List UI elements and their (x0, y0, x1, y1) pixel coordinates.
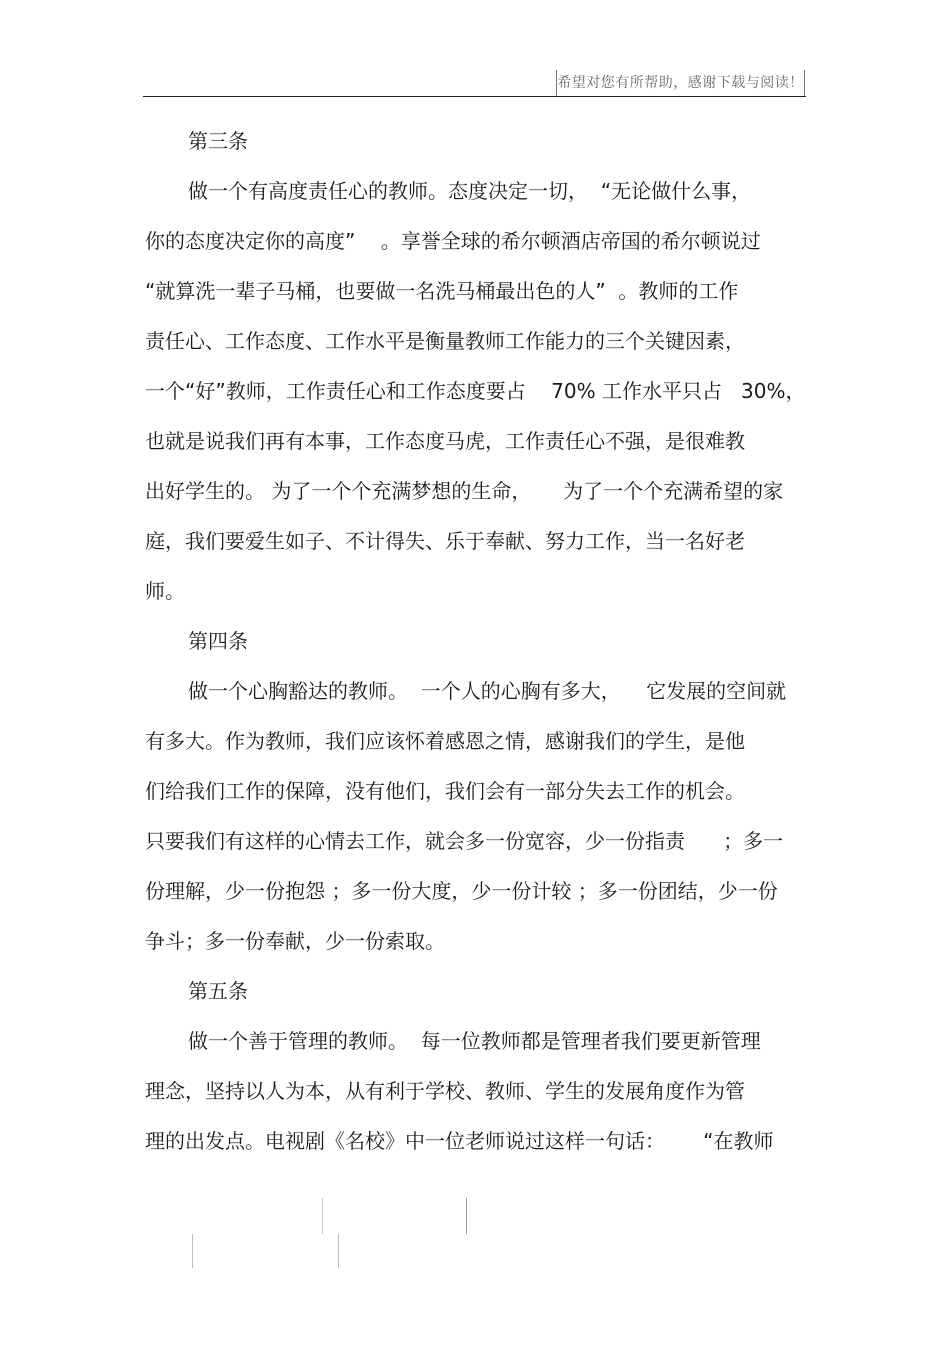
header-divider (143, 96, 806, 97)
paragraph-line: 也就是说我们再有本事，工作态度马虎，工作责任心不强，是很难教 (145, 429, 745, 453)
paragraph-line: 庭，我们要爱生如子、不计得失、乐于奉献、努力工作，当一名好老 (145, 529, 745, 553)
scan-artifact-line (338, 1234, 339, 1268)
section-heading: 第三条 (188, 129, 248, 153)
paragraph-line: 们给我们工作的保障，没有他们，我们会有一部分失去工作的机会。 (145, 779, 745, 803)
header-note: 希望对您有所帮助，感谢下载与阅读！ (556, 70, 805, 96)
paragraph-line: “就算洗一辈子马桶，也要做一名洗马桶最出色的人” 。教师的工作 (145, 279, 739, 303)
scan-artifact-line (322, 1198, 323, 1234)
scan-artifact-line (192, 1234, 193, 1268)
paragraph-line: 理念，坚持以人为本，从有利于学校、教师、学生的发展角度作为管 (145, 1079, 745, 1103)
paragraph-line: 做一个心胸豁达的教师。 一个人的心胸有多大， 它发展的空间就 (188, 679, 787, 703)
paragraph-line: 只要我们有这样的心情去工作，就会多一份宽容，少一份指责 ；多一 (145, 829, 784, 853)
paragraph-line: 份理解，少一份抱怨 ；多一份大度，少一份计较 ；多一份团结，少一份 (145, 879, 778, 903)
paragraph-line: 责任心、工作态度、工作水平是衡量教师工作能力的三个关键因素， (145, 329, 745, 353)
paragraph-line: 做一个有高度责任心的教师。态度决定一切， “无论做什么事， (188, 179, 752, 203)
section-heading: 第五条 (188, 979, 248, 1003)
section-heading: 第四条 (188, 629, 248, 653)
paragraph-line: 理的出发点。电视剧《名校》中一位老师说过这样一句话： “在教师 (145, 1129, 774, 1153)
paragraph-line: 师。 (145, 579, 185, 603)
paragraph-line: 做一个善于管理的教师。 每一位教师都是管理者我们要更新管理 (188, 1029, 761, 1053)
paragraph-line: 争斗；多一份奉献，少一份索取。 (145, 929, 445, 953)
scan-artifact-line (466, 1198, 467, 1234)
paragraph-line: 有多大。作为教师，我们应该怀着感恩之情，感谢我们的学生，是他 (145, 729, 745, 753)
paragraph-line: 一个“好”教师，工作责任心和工作态度要占 70% 工作水平只占 30%， (145, 379, 806, 403)
paragraph-line: 出好学生的。 为了一个个充满梦想的生命， 为了一个个充满希望的家 (145, 479, 784, 503)
paragraph-line: 你的态度决定你的高度” 。享誉全球的希尔顿酒店帝国的希尔顿说过 (145, 229, 761, 253)
